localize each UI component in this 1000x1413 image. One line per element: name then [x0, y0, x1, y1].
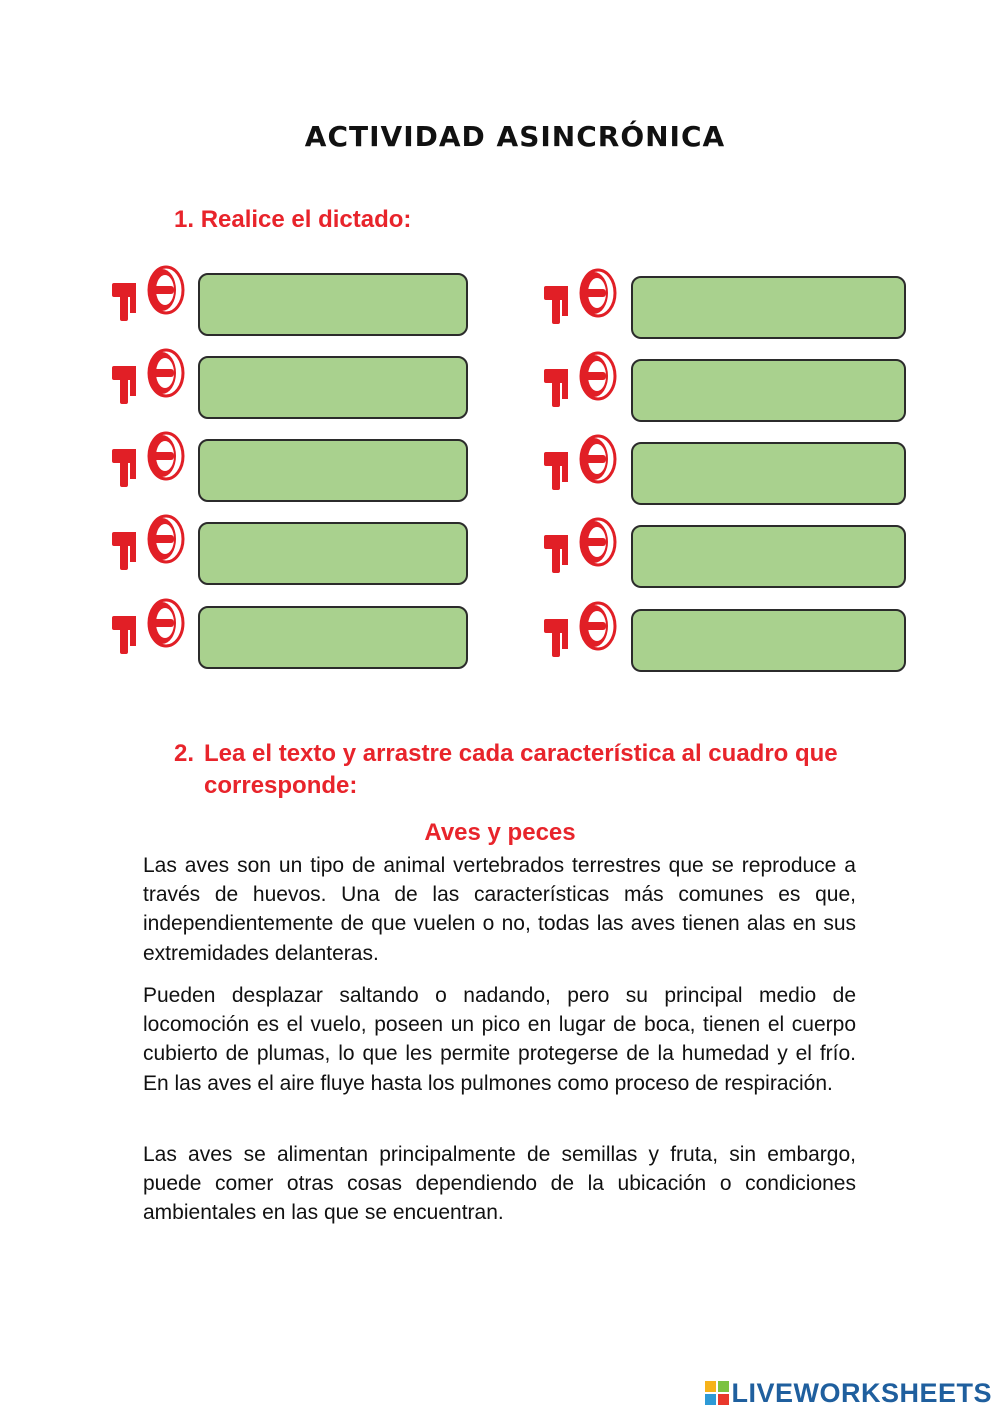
question-2-text: Lea el texto y arrastre cada característica al cuadro que corresponde:	[204, 740, 838, 799]
brand-name: LIVEWORKSHEETS	[731, 1377, 992, 1408]
reading-title: Aves y peces	[424, 819, 576, 846]
dictation-answer-box[interactable]	[198, 356, 468, 419]
question-1-heading	[174, 206, 411, 234]
megaphone-icon[interactable]	[540, 517, 620, 587]
reading-paragraph-1: Las aves son un tipo de animal vertebrados terrestres que se reproduce a través de huevos. Una de las características más comunes es que, independientemente de que vuelen o no, todas las aves tienen alas en sus extremidades delanteras.	[143, 854, 856, 965]
dictation-answer-box[interactable]	[631, 442, 906, 505]
dictation-answer-box[interactable]	[631, 359, 906, 422]
dictation-answer-box[interactable]	[198, 606, 468, 669]
dictation-answer-box[interactable]	[631, 276, 906, 339]
question-2-number: 2.	[174, 740, 195, 767]
megaphone-icon[interactable]	[540, 268, 620, 338]
question-1-number: 1.	[174, 206, 195, 233]
reading-paragraph-3: Las aves se alimentan principalmente de semillas y fruta, sin embargo, puede comer otras cosas dependiendo de la ubicación o condiciones ambientales en las que se encuentran.	[143, 1143, 856, 1225]
liveworksheets-logo-icon	[705, 1381, 729, 1405]
megaphone-icon[interactable]	[540, 351, 620, 421]
dictation-answer-box[interactable]	[198, 439, 468, 502]
dictation-answer-box[interactable]	[631, 525, 906, 588]
megaphone-icon[interactable]	[108, 431, 188, 501]
question-1-text: Realice el dictado:	[200, 206, 412, 233]
dictation-answer-box[interactable]	[198, 273, 468, 336]
megaphone-icon[interactable]	[108, 348, 188, 418]
megaphone-icon[interactable]	[108, 514, 188, 584]
liveworksheets-logo	[705, 1378, 992, 1408]
dictation-answer-box[interactable]	[198, 522, 468, 585]
question-2-heading	[174, 738, 874, 802]
page-title: ACTIVIDAD ASINCRÓNICA	[304, 120, 726, 153]
dictation-answer-box[interactable]	[631, 609, 906, 672]
megaphone-icon[interactable]	[540, 601, 620, 671]
reading-paragraph-2: Pueden desplazar saltando o nadando, pero su principal medio de locomoción es el vuelo, poseen un pico en lugar de boca, tienen el cuerpo cubierto de plumas, lo que les permite protegerse de la humedad y el frío. En las aves el aire fluye hasta los pulmones como proceso de respiración.	[143, 984, 856, 1095]
megaphone-icon[interactable]	[540, 434, 620, 504]
megaphone-icon[interactable]	[108, 598, 188, 668]
megaphone-icon[interactable]	[108, 265, 188, 335]
